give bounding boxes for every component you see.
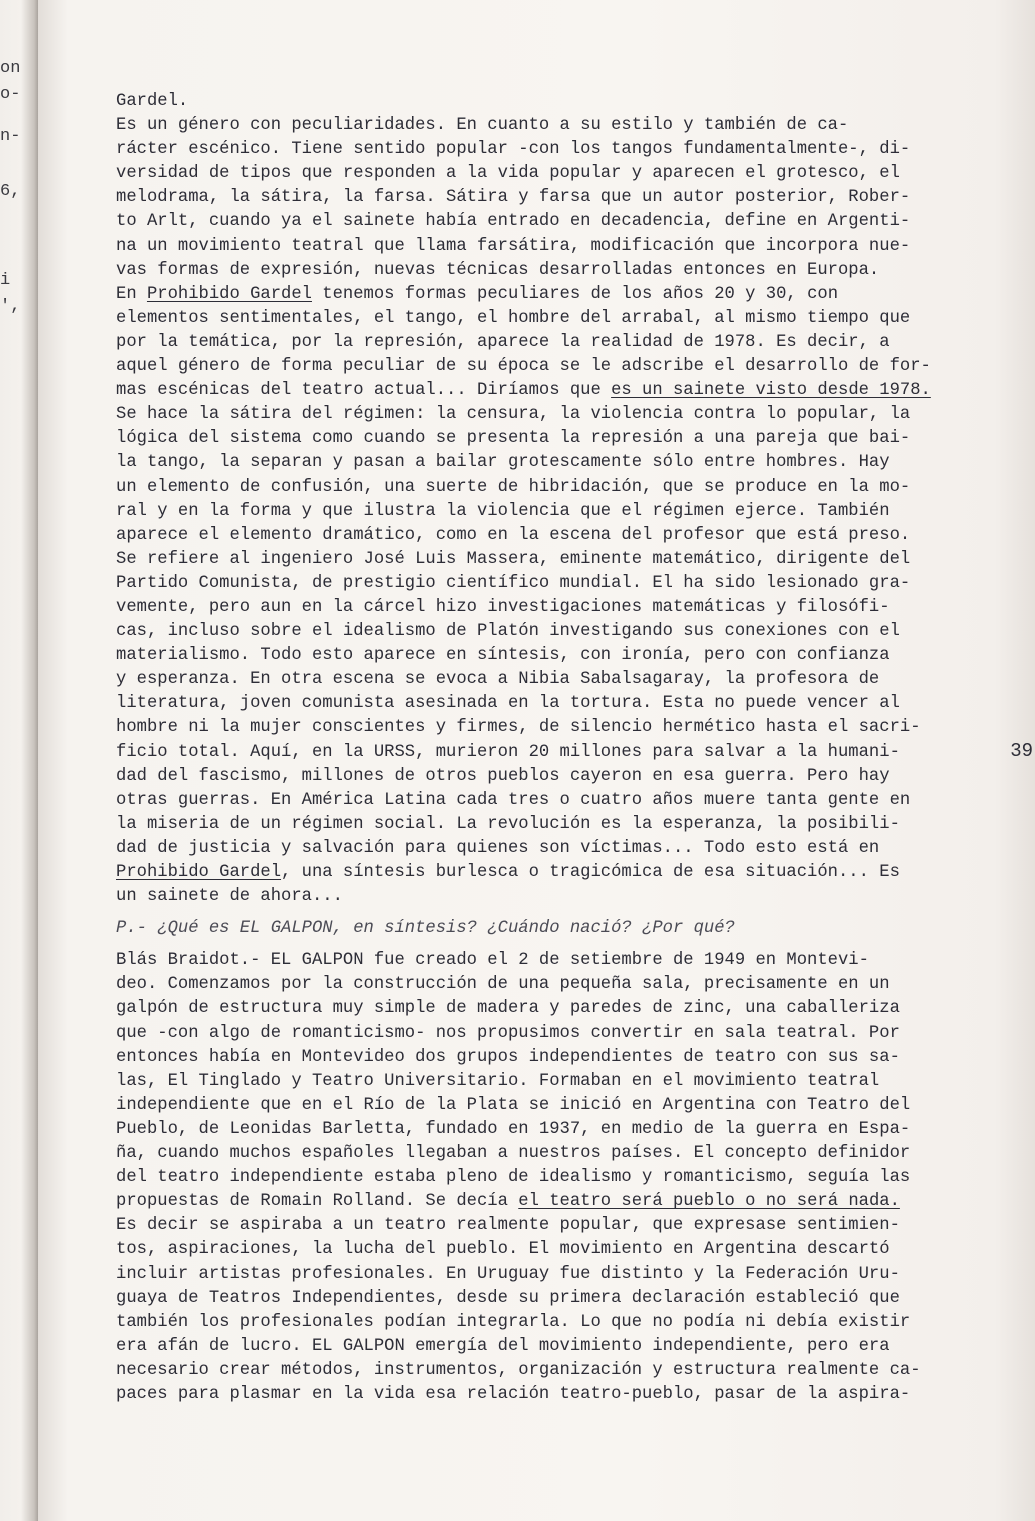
text-line: Es un género con peculiaridades. En cuanto a su estilo y también de ca- [116, 116, 849, 136]
text-line: materialismo. Todo esto aparece en síntesis, con ironía, pero con confianza [116, 646, 890, 666]
text-line: dad del fascismo, millones de otros pueblos cayeron en esa guerra. Pero hay [116, 766, 890, 786]
text-line: cas, incluso sobre el idealismo de Platón investigando sus conexiones con el [116, 622, 900, 642]
text-line: na un movimiento teatral que llama farsátira, modificación que incorpora nue- [116, 236, 911, 256]
interview-question: P.- ¿Qué es EL GALPON, en síntesis? ¿Cuándo nació? ¿Por qué? [116, 919, 735, 939]
text-line: Es decir se aspiraba a un teatro realmente popular, que expresase sentimien- [116, 1216, 900, 1236]
text-line: vemente, pero aun en la cárcel hizo investigaciones matemáticas y filosófi- [116, 597, 890, 617]
document-page [38, 0, 1035, 1521]
text-line: Gardel. [116, 92, 189, 111]
text-line: rácter escénico. Tiene sentido popular -con los tangos fundamentalmente-, di- [116, 140, 911, 160]
text-line: la miseria de un régimen social. La revolución es la esperanza, la posibili- [116, 814, 900, 834]
text-line: un sainete de ahora... [116, 887, 343, 907]
text-line: del teatro independiente estaba pleno de idealismo y romanticismo, seguía las [116, 1168, 911, 1188]
text-line: y esperanza. En otra escena se evoca a Nibia Sabalsagaray, la profesora de [116, 670, 880, 690]
text-line: que -con algo de romanticismo- nos propusimos convertir en sala teatral. Por [116, 1023, 900, 1043]
margin-fragment: o- [0, 85, 21, 104]
text-line: literatura, joven comunista asesinada en la tortura. Esta no puede vencer al [116, 694, 900, 714]
text-line: to Arlt, cuando ya el sainete había entrado en decadencia, define en Argenti- [116, 212, 911, 232]
text-line: Se refiere al ingeniero José Luis Massera, eminente matemático, dirigente del [116, 549, 911, 569]
text-line: mas escénicas del teatro actual... Diríamos que es un sainete visto desde 1978. [116, 381, 931, 401]
underlined-phrase: es un sainete visto desde 1978. [611, 381, 931, 401]
text-line: vas formas de expresión, nuevas técnicas desarrolladas entonces en Europa. [116, 260, 880, 280]
text-line: melodrama, la sátira, la farsa. Sátira y farsa que un autor posterior, Rober- [116, 188, 911, 208]
margin-fragment: 6, [0, 182, 21, 201]
body-text [116, 90, 1028, 1407]
text-line: un elemento de confusión, una suerte de hibridación, que se produce en la mo- [116, 477, 911, 497]
text-line: En Prohibido Gardel tenemos formas peculiares de los años 20 y 30, con [116, 284, 839, 304]
text-line: elementos sentimentales, el tango, el hombre del arrabal, al mismo tiempo que [116, 308, 911, 328]
margin-fragment: on [0, 59, 21, 78]
text-line: propuestas de Romain Rolland. Se decía el teatro será pueblo o no será nada. [116, 1192, 900, 1212]
underlined-phrase: el teatro será pueblo o no será nada. [518, 1192, 900, 1212]
paragraph-gap [116, 909, 1028, 917]
text-line: lógica del sistema como cuando se presenta la represión a una pareja que bai- [116, 429, 911, 449]
text-line: hombre ni la mujer conscientes y firmes, de silencio hermético hasta el sacri- [116, 718, 921, 738]
text-line: deo. Comenzamos por la construcción de una pequeña sala, precisamente en un [116, 975, 890, 995]
text-line: paces para plasmar en la vida esa relación teatro-pueblo, pasar de la aspira- [116, 1384, 911, 1404]
text-line: incluir artistas profesionales. En Uruguay fue distinto y la Federación Uru- [116, 1264, 900, 1284]
text-line: Blás Braidot.- EL GALPON fue creado el 2 de setiembre de 1949 en Montevi- [116, 951, 869, 971]
text-line: la tango, la separan y pasan a bailar grotescamente sólo entre hombres. Hay [116, 453, 890, 473]
text-line: aparece el elemento dramático, como en la escena del profesor que está preso. [116, 525, 911, 545]
text-line: Partido Comunista, de prestigio científico mundial. El ha sido lesionado gra- [116, 573, 911, 593]
text-line: entonces había en Montevideo dos grupos independientes de teatro con sus sa- [116, 1047, 900, 1067]
page-number: 39 [1010, 740, 1033, 762]
previous-page-edge [0, 0, 38, 1521]
underlined-phrase: Prohibido Gardel [146, 284, 312, 304]
text-line: versidad de tipos que responden a la vida popular y aparecen el grotesco, el [116, 164, 900, 184]
text-line: ral y en la forma y que ilustra la violencia que el régimen ejerce. También [116, 501, 890, 521]
text-line: galpón de estructura muy simple de madera y paredes de zinc, una caballeriza [116, 999, 900, 1019]
text-line: era afán de lucro. EL GALPON emergía del movimiento independiente, pero era [116, 1336, 890, 1356]
text-line: tos, aspiraciones, la lucha del pueblo. El movimiento en Argentina descartó [116, 1240, 890, 1260]
text-line: independiente que en el Río de la Plata se inició en Argentina con Teatro del [116, 1095, 911, 1115]
margin-fragment: i [0, 271, 11, 290]
text-line: por la temática, por la represión, aparece la realidad de 1978. Es decir, a [116, 332, 890, 352]
text-line: Pueblo, de Leonidas Barletta, fundado en 1937, en medio de la guerra en Espa- [116, 1119, 911, 1139]
text-line: aquel género de forma peculiar de su época se le adscribe el desarrollo de for- [116, 357, 931, 377]
text-line: ficio total. Aquí, en la URSS, murieron 20 millones para salvar a la humani- [116, 742, 900, 762]
paragraph-gap [116, 941, 1028, 949]
text-line: dad de justicia y salvación para quienes son víctimas... Todo esto está en [116, 838, 880, 858]
margin-fragment: n- [0, 127, 21, 146]
text-line: guaya de Teatros Independientes, desde su primera declaración estableció que [116, 1288, 900, 1308]
underlined-phrase: Prohibido Gardel [116, 863, 282, 882]
margin-fragment: ', [0, 297, 21, 316]
text-line: Prohibido Gardel, una síntesis burlesca o tragicómica de esa situación... Es [116, 863, 900, 882]
text-line: necesario crear métodos, instrumentos, organización y estructura realmente ca- [116, 1360, 921, 1380]
text-line: otras guerras. En América Latina cada tres o cuatro años muere tanta gente en [116, 790, 911, 810]
text-line: Se hace la sátira del régimen: la censura, la violencia contra lo popular, la [116, 405, 911, 425]
text-line: las, El Tinglado y Teatro Universitario. Formaban en el movimiento teatral [116, 1071, 880, 1091]
text-line: ña, cuando muchos españoles llegaban a nuestros países. El concepto definidor [116, 1144, 911, 1164]
text-line: también los profesionales podían integrarla. Lo que no podía ni debía existir [116, 1312, 911, 1332]
